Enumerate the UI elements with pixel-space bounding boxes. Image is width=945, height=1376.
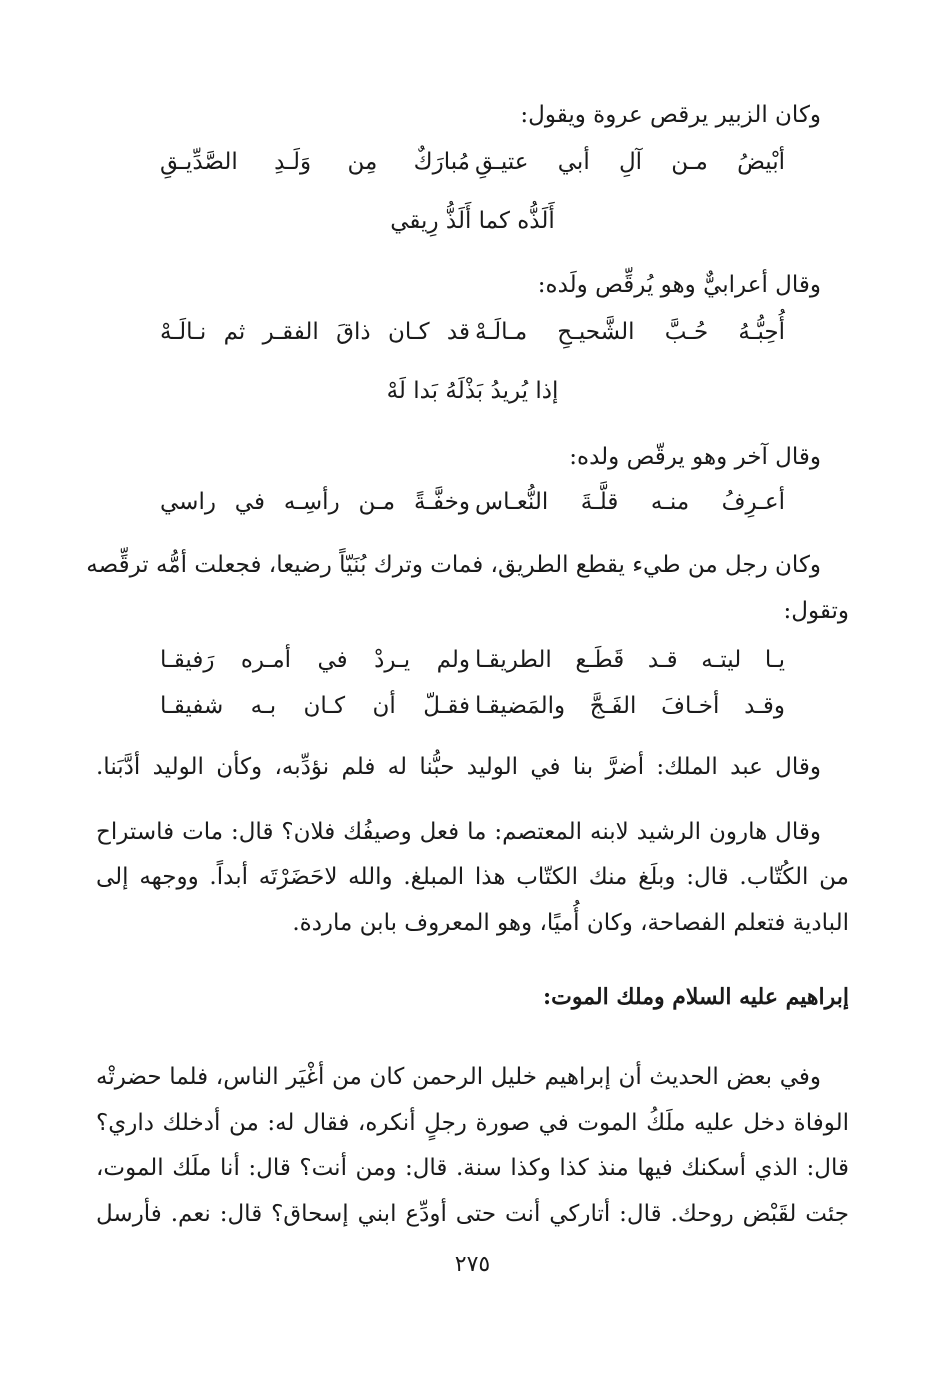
verse-7-first-hemistich: وقـد أخـافَ الفَـجَّ والمَضيقـا bbox=[475, 693, 785, 719]
verse-7 bbox=[160, 687, 785, 725]
section-heading: إبراهيم عليه السلام وملك الموت: bbox=[542, 984, 849, 1010]
verse-1-second-hemistich: مُبارَكٌ مِن وَلَـدِ الصَّدِّيـقِ bbox=[160, 149, 470, 175]
text-line-harun-1: وقال هارون الرشيد لابنه المعتصم: ما فعل وصيفُك فلان؟ قال: مات فاستراح bbox=[96, 819, 821, 845]
text-line-harun-3: البادية فتعلم الفصاحة، وكان أُميًا، وهو المعروف بابن ماردة. bbox=[292, 910, 849, 936]
text-line-harun-2: من الكُتّاب. قال: وبلَغ منك الكتّاب هذا المبلغ. والله لاحَضَرْتَه أبداً. ووجهه إلى bbox=[96, 864, 849, 890]
text-line-ibrahim-1: وفي بعض الحديث أن إبراهيم خليل الرحمن كان من أغْيَر الناس، فلما حضرتْه bbox=[96, 1064, 821, 1090]
verse-7-second-hemistich: فقـلّ أن كـان بـه شفيقـا bbox=[160, 693, 470, 719]
verse-3 bbox=[160, 313, 785, 351]
text-line-zubayr-intro: وكان الزبير يرقص عروة ويقول: bbox=[520, 102, 821, 128]
verse-6-first-hemistich: يـا ليتـه قـد قَطَـع الطريقـا bbox=[475, 647, 785, 673]
text-line-tayy-1: وكان رجل من طيء يقطع الطريق، فمات وترك بُنَيّاً رضيعا، فجعلت أمُّه ترقِّصه bbox=[86, 552, 821, 578]
verse-6 bbox=[160, 641, 785, 679]
verse-5-first-hemistich: أعـرِفُ منـه قلَّـةَ النُّعـاس bbox=[475, 489, 785, 515]
text-line-arabi-intro: وقال أعرابيٌّ وهو يُرقِّص ولَده: bbox=[537, 272, 821, 298]
verse-4: إذا يُريدُ بَذْلَهُ بَدا لَهْ bbox=[386, 378, 559, 404]
text-line-ibrahim-2: الوفاة دخل عليه ملَكُ الموت في صورة رجلٍ أنكره، فقال له: من أدخلك داري؟ bbox=[96, 1110, 849, 1136]
verse-3-first-hemistich: أُحِبُّـهُ حُـبَّ الشَّحيـحِ مـالَـهْ bbox=[475, 319, 785, 345]
verse-1 bbox=[160, 143, 785, 181]
text-line-akhar-intro: وقال آخر وهو يرقّص ولده: bbox=[569, 444, 821, 470]
text-line-tayy-2: وتقول: bbox=[783, 598, 849, 624]
page-number: ٢٧٥ bbox=[454, 1252, 491, 1277]
verse-3-second-hemistich: قد كـان ذاقَ الفقـر ثم نـالَـهْ bbox=[160, 319, 470, 345]
text-line-abd-al-malik: وقال عبد الملك: أضرَّ بنا في الوليد حبُّنا له فلم نؤدِّبه، وكأن الوليد أدَّبَنا. bbox=[96, 754, 821, 780]
verse-2: أَلَذُّه كما أَلَذُّ رِيقي bbox=[390, 208, 555, 234]
verse-6-second-hemistich: ولم يـردْ في أمـره رَفيقـا bbox=[160, 647, 470, 673]
text-line-ibrahim-4: جئت لقَبْض روحك. قال: أتاركي أنت حتى أودِّع ابني إسحاق؟ قال: نعم. فأرسل bbox=[96, 1201, 849, 1227]
verse-5 bbox=[160, 483, 785, 521]
verse-1-first-hemistich: أبْيضُ مـن آلِ أبي عتيـقِ bbox=[475, 149, 785, 175]
text-line-ibrahim-3: قال: الذي أسكنك فيها منذ كذا وكذا سنة. قال: ومن أنت؟ قال: أنا ملَك الموت، bbox=[96, 1155, 849, 1181]
verse-5-second-hemistich: وخفَّـةً مـن رأسِـه في راسي bbox=[160, 489, 470, 515]
